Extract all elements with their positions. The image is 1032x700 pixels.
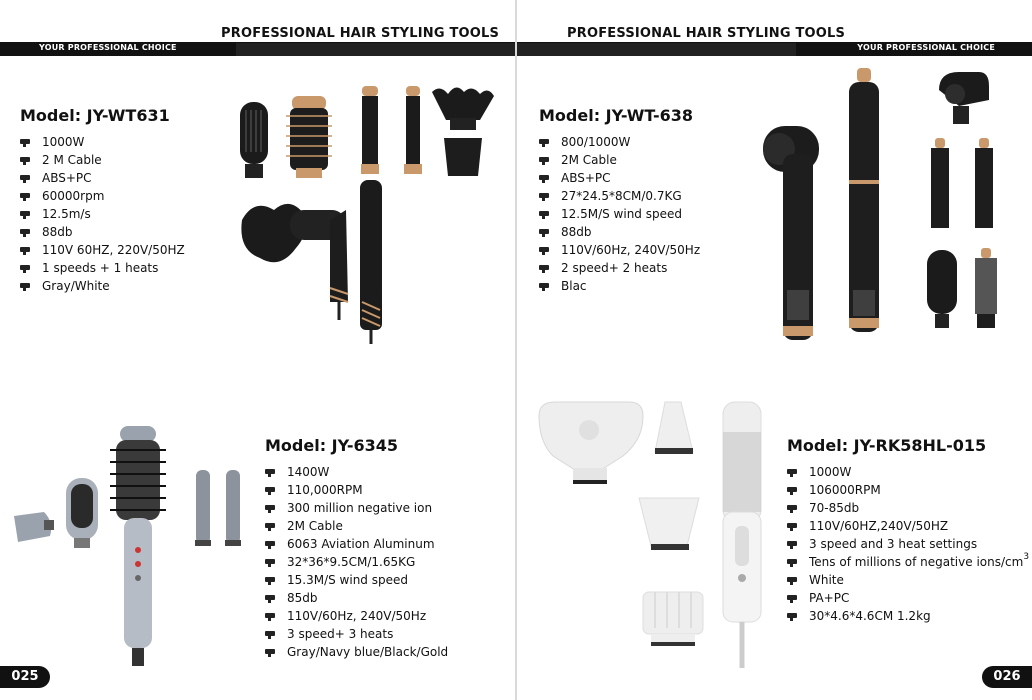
spec-item: 2 speed+ 2 heats bbox=[539, 259, 700, 277]
spec-item: 60000rpm bbox=[20, 187, 185, 205]
hairdryer-bullet-icon bbox=[20, 175, 34, 181]
hairdryer-bullet-icon bbox=[20, 247, 34, 253]
spec-item: Blac bbox=[539, 277, 700, 295]
spec-item: 106000RPM bbox=[787, 481, 1029, 499]
spec-item: 2 M Cable bbox=[20, 151, 185, 169]
hairdryer-bullet-icon bbox=[265, 487, 279, 493]
hairdryer-bullet-icon bbox=[265, 631, 279, 637]
hairdryer-bullet-icon bbox=[20, 265, 34, 271]
hairdryer-bullet-icon bbox=[265, 505, 279, 511]
product-image-jy-wt631 bbox=[230, 80, 500, 350]
spec-item: 110V/60Hz, 240V/50Hz bbox=[539, 241, 700, 259]
hairdryer-bullet-icon bbox=[539, 157, 553, 163]
page-number: 025 bbox=[0, 666, 50, 688]
spec-item: 2M Cable bbox=[265, 517, 448, 535]
spec-item: 15.3M/S wind speed bbox=[265, 571, 448, 589]
hairdryer-bullet-icon bbox=[265, 613, 279, 619]
spec-item: 6063 Aviation Aluminum bbox=[265, 535, 448, 553]
hairdryer-bullet-icon bbox=[265, 595, 279, 601]
spec-item: 32*36*9.5CM/1.65KG bbox=[265, 553, 448, 571]
hairdryer-bullet-icon bbox=[20, 283, 34, 289]
product-image-jy-rk58hl-015 bbox=[531, 396, 771, 676]
hairdryer-bullet-icon bbox=[20, 157, 34, 163]
spec-item: 70-85db bbox=[787, 499, 1029, 517]
hairdryer-bullet-icon bbox=[20, 229, 34, 235]
hairdryer-bullet-icon bbox=[20, 211, 34, 217]
hairdryer-bullet-icon bbox=[20, 193, 34, 199]
hairdryer-bullet-icon bbox=[265, 577, 279, 583]
hairdryer-bullet-icon bbox=[539, 175, 553, 181]
spec-item: 110V/60HZ,240V/50HZ bbox=[787, 517, 1029, 535]
header-title: PROFESSIONAL HAIR STYLING TOOLS bbox=[221, 26, 500, 41]
spec-item: Gray/Navy blue/Black/Gold bbox=[265, 643, 448, 661]
hairdryer-bullet-icon bbox=[539, 265, 553, 271]
product-image-jy-6345 bbox=[10, 420, 250, 670]
spec-item: 30*4.6*4.6CM 1.2kg bbox=[787, 607, 1029, 625]
spec-item: 800/1000W bbox=[539, 133, 700, 151]
spec-item: 3 speed+ 3 heats bbox=[265, 625, 448, 643]
spec-item: 88db bbox=[20, 223, 185, 241]
model-title-jy-6345: Model: JY-6345 bbox=[265, 436, 399, 455]
model-title-jy-wt631: Model: JY-WT631 bbox=[20, 106, 170, 125]
spec-item: 2M Cable bbox=[539, 151, 700, 169]
spec-item: 3 speed and 3 heat settings bbox=[787, 535, 1029, 553]
hairdryer-bullet-icon bbox=[539, 247, 553, 253]
hairdryer-bullet-icon bbox=[265, 649, 279, 655]
spec-item: 110V 60HZ, 220V/50HZ bbox=[20, 241, 185, 259]
model-title-jy-rk58hl-015: Model: JY-RK58HL-015 bbox=[787, 436, 987, 455]
spec-list-jy-wt631 bbox=[20, 133, 185, 295]
spec-item: White bbox=[787, 571, 1029, 589]
header-title-block bbox=[517, 43, 796, 56]
hairdryer-bullet-icon bbox=[787, 523, 801, 529]
hairdryer-bullet-icon bbox=[787, 469, 801, 475]
spec-list-jy-rk58hl-015 bbox=[787, 463, 1029, 625]
hairdryer-bullet-icon bbox=[539, 211, 553, 217]
hairdryer-bullet-icon bbox=[265, 523, 279, 529]
hairdryer-bullet-icon bbox=[539, 139, 553, 145]
spec-item: 1000W bbox=[20, 133, 185, 151]
spec-item: 1000W bbox=[787, 463, 1029, 481]
left-page bbox=[0, 0, 515, 700]
header-tagline: YOUR PROFESSIONAL CHOICE bbox=[857, 43, 995, 52]
right-page bbox=[517, 0, 1032, 700]
spec-list-jy-wt-638 bbox=[539, 133, 700, 295]
spec-item: 1400W bbox=[265, 463, 448, 481]
hairdryer-bullet-icon bbox=[539, 193, 553, 199]
hairdryer-bullet-icon bbox=[539, 283, 553, 289]
spec-item: 27*24.5*8CM/0.7KG bbox=[539, 187, 700, 205]
hairdryer-bullet-icon bbox=[787, 577, 801, 583]
spec-item: PA+PC bbox=[787, 589, 1029, 607]
spec-item: Gray/White bbox=[20, 277, 185, 295]
hairdryer-bullet-icon bbox=[265, 469, 279, 475]
hairdryer-bullet-icon bbox=[787, 487, 801, 493]
spec-item: 12.5m/s bbox=[20, 205, 185, 223]
hairdryer-bullet-icon bbox=[787, 559, 801, 565]
product-image-jy-wt-638 bbox=[757, 64, 1027, 344]
page-number: 026 bbox=[982, 666, 1032, 688]
spec-item: 110,000RPM bbox=[265, 481, 448, 499]
spec-item: 85db bbox=[265, 589, 448, 607]
hairdryer-bullet-icon bbox=[265, 559, 279, 565]
spec-item: Tens of millions of negative ions/cm $^3$ bbox=[787, 553, 1029, 571]
hairdryer-bullet-icon bbox=[20, 139, 34, 145]
spec-item: ABS+PC bbox=[539, 169, 700, 187]
header-title-block bbox=[236, 43, 515, 56]
hairdryer-bullet-icon bbox=[787, 595, 801, 601]
hairdryer-bullet-icon bbox=[787, 505, 801, 511]
spec-item: 12.5M/S wind speed bbox=[539, 205, 700, 223]
superscript: 3 bbox=[1023, 552, 1030, 562]
spec-item: 1 speeds + 1 heats bbox=[20, 259, 185, 277]
hairdryer-bullet-icon bbox=[787, 613, 801, 619]
model-title-jy-wt-638: Model: JY-WT-638 bbox=[539, 106, 694, 125]
spec-item: 110V/60Hz, 240V/50Hz bbox=[265, 607, 448, 625]
header-title: PROFESSIONAL HAIR STYLING TOOLS bbox=[567, 26, 846, 41]
hairdryer-bullet-icon bbox=[787, 541, 801, 547]
spec-item: ABS+PC bbox=[20, 169, 185, 187]
hairdryer-bullet-icon bbox=[539, 229, 553, 235]
spec-list-jy-6345 bbox=[265, 463, 448, 661]
hairdryer-bullet-icon bbox=[265, 541, 279, 547]
spec-item: 300 million negative ion bbox=[265, 499, 448, 517]
spec-item: 88db bbox=[539, 223, 700, 241]
header-tagline: YOUR PROFESSIONAL CHOICE bbox=[39, 43, 177, 52]
